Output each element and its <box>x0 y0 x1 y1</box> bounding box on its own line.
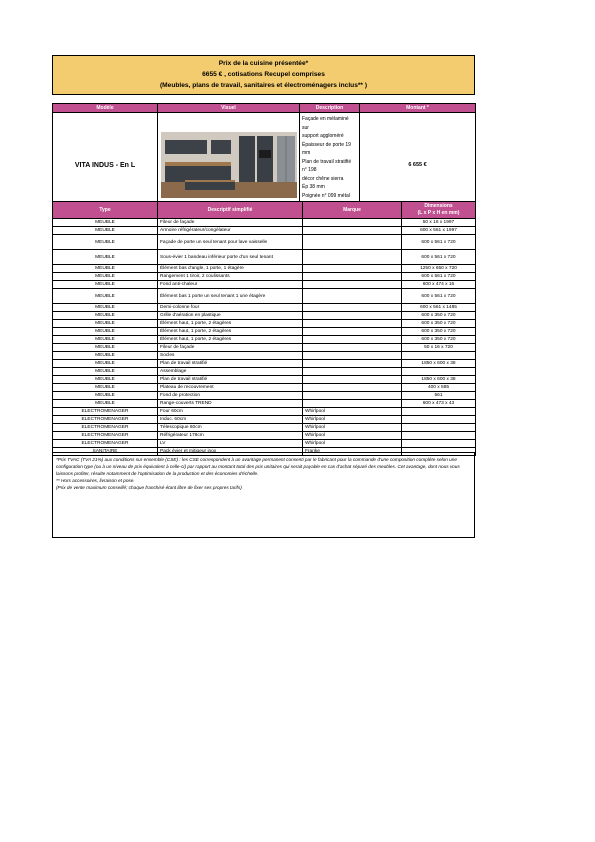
cell-type: MEUBLE <box>53 312 158 320</box>
cell-dimensions: 600 x 350 x 720 <box>402 336 476 344</box>
items-table <box>52 201 476 456</box>
cell-description: Armoire réfrigérateur/congélateur <box>158 227 303 235</box>
cell-brand <box>303 368 402 376</box>
cell-brand: Whirlpool <box>303 408 402 416</box>
cell-type: MEUBLE <box>53 289 158 304</box>
cell-dimensions <box>402 432 476 440</box>
table-row <box>53 440 476 448</box>
model-name: VITA INDUS - En L <box>53 113 158 218</box>
description-line: Poignée n° 099 métal <box>302 192 350 199</box>
cell-type: MEUBLE <box>53 235 158 250</box>
cell-type: SANITAIRE <box>53 448 158 456</box>
dimensions-unit: (L x P x H en mm) <box>417 210 460 216</box>
footnote-max-price: (Prix de vente maximum conseillé; chaque franchisé étant libre de fixer ses propres tarifs) <box>56 485 242 490</box>
cell-description: Demi-colonne four <box>158 304 303 312</box>
cell-brand: Whirlpool <box>303 424 402 432</box>
cell-brand <box>303 360 402 368</box>
cell-description: Fileur de façade <box>158 219 303 227</box>
cell-dimensions: 600 x 561 x 720 <box>402 235 476 250</box>
footnotes <box>52 452 475 538</box>
cell-type: MEUBLE <box>53 328 158 336</box>
cell-dimensions <box>402 408 476 416</box>
table-row <box>53 328 476 336</box>
cell-description: LV <box>158 440 303 448</box>
kitchen-photo <box>161 132 297 198</box>
table-row <box>53 400 476 408</box>
cell-type: MEUBLE <box>53 336 158 344</box>
description-line: support aggloméré <box>302 133 344 139</box>
cell-description: Plan de travail stratifié <box>158 360 303 368</box>
col-header-visual: Visuel <box>158 104 300 113</box>
col-header-description: Description <box>300 104 360 113</box>
table-row <box>53 304 476 312</box>
cell-type: ELECTROMENAGER <box>53 440 158 448</box>
footnote-pricing: *Prix TVAC (TVA 21%) aux conditions sur ensemble (CSE) : les CSE correspondent à un avantage permanent consenti par le fabricant pour la commande d'une composition complète selon une configuration type (ou à un niveau de prix équivalent à celle-ci) par rapport au montant total des prix unitaires qui serait payable en cas d'achat séparé des meubles. Cet avantage, dont nous vous laissons profiter, résulte notamment de l'optimisation de la production et des économies d'échelle. <box>56 457 460 476</box>
cell-brand: Franke <box>303 448 402 456</box>
cell-brand <box>303 273 402 281</box>
table-row <box>53 235 476 250</box>
cell-brand <box>303 344 402 352</box>
cell-brand <box>303 304 402 312</box>
header-price: 6655 € , cotisations Recupel comprises <box>202 71 325 78</box>
cell-brand <box>303 312 402 320</box>
table-row <box>53 344 476 352</box>
cell-description: Fond anti-chaleur <box>158 281 303 289</box>
cell-dimensions: 1850 x 600 x 38 <box>402 360 476 368</box>
cell-type: MEUBLE <box>53 352 158 360</box>
cell-description: Socles <box>158 352 303 360</box>
cell-type: MEUBLE <box>53 344 158 352</box>
cell-description: Four 60cm <box>158 408 303 416</box>
table-row <box>53 368 476 376</box>
table-row <box>53 408 476 416</box>
cell-dimensions: 600 x 561 x 720 <box>402 273 476 281</box>
cell-brand: Whirlpool <box>303 432 402 440</box>
table-row <box>53 265 476 273</box>
cell-description: Rangement 1 tiroir, 2 coulissants <box>158 273 303 281</box>
cell-type: ELECTROMENAGER <box>53 432 158 440</box>
cell-type: MEUBLE <box>53 376 158 384</box>
table-row <box>53 336 476 344</box>
cell-description: Élément bas 1 porte un seul tenant 1 une étagère <box>158 289 303 304</box>
cell-type: ELECTROMENAGER <box>53 408 158 416</box>
footnote-exclusions: ** Hors accessoires, livraison et pose. <box>56 478 135 483</box>
cell-brand <box>303 320 402 328</box>
cell-type: MEUBLE <box>53 384 158 392</box>
cell-description: Sous-évier 1 bandeau inférieur porte d'un seul tenant <box>158 250 303 265</box>
cell-description: Plateau de recouvrement <box>158 384 303 392</box>
cell-description: Élément haut, 1 porte, 2 étagères <box>158 328 303 336</box>
cell-brand <box>303 400 402 408</box>
col-header-desc: Descriptif simplifié <box>158 202 303 219</box>
cell-description: Plan de travail stratifié <box>158 376 303 384</box>
cell-dimensions <box>402 352 476 360</box>
dimensions-label: Dimensions <box>424 203 453 209</box>
table-row <box>53 250 476 265</box>
cell-brand <box>303 376 402 384</box>
cell-description: Élément haut, 1 porte, 2 étagères <box>158 320 303 328</box>
cell-description: Façade de porte un seul tenant pour lave vaisselle <box>158 235 303 250</box>
table-row <box>53 227 476 235</box>
description-line: Façade en mélaminé sur <box>302 116 349 131</box>
cell-type: MEUBLE <box>53 360 158 368</box>
cell-brand: Whirlpool <box>303 440 402 448</box>
cell-type: MEUBLE <box>53 368 158 376</box>
cell-type: MEUBLE <box>53 250 158 265</box>
cell-description: Élément bas d'angle, 1 porte, 1 étagère <box>158 265 303 273</box>
cell-brand <box>303 265 402 273</box>
cell-dimensions <box>402 424 476 432</box>
cell-brand <box>303 250 402 265</box>
cell-dimensions <box>402 440 476 448</box>
cell-dimensions: 600 x 473 x 43 <box>402 400 476 408</box>
cell-brand <box>303 392 402 400</box>
description-line: Plan de travail stratifié n° 198 <box>302 158 352 173</box>
cell-brand <box>303 219 402 227</box>
cell-description: Pack évier et mitigeur inox <box>158 448 303 456</box>
table-row <box>53 273 476 281</box>
cell-brand <box>303 281 402 289</box>
description-line: Épaisseur de porte 19 mm <box>302 141 351 156</box>
cell-dimensions: 1850 x 600 x 38 <box>402 376 476 384</box>
cell-dimensions: 600 x 474 x 16 <box>402 281 476 289</box>
cell-brand <box>303 227 402 235</box>
cell-type: MEUBLE <box>53 304 158 312</box>
items-body <box>53 219 476 456</box>
cell-description: Élément haut, 1 porte, 2 étagères <box>158 336 303 344</box>
cell-dimensions: 600 x 561 x 720 <box>402 289 476 304</box>
table-row <box>53 320 476 328</box>
model-price: 6 655 € <box>360 113 476 218</box>
cell-description: Grille d'aération en plastique <box>158 312 303 320</box>
cell-type: MEUBLE <box>53 400 158 408</box>
cell-type: MEUBLE <box>53 265 158 273</box>
cell-dimensions: 600 x 561 x 1997 <box>402 227 476 235</box>
col-header-amount: Montant * <box>360 104 476 113</box>
cell-dimensions: 1250 x 650 x 720 <box>402 265 476 273</box>
table-row <box>53 424 476 432</box>
price-header <box>52 55 475 95</box>
table-row <box>53 360 476 368</box>
cell-description: Fileur de façade <box>158 344 303 352</box>
cell-dimensions: 50 x 16 x 720 <box>402 344 476 352</box>
cell-brand <box>303 328 402 336</box>
table-row <box>53 432 476 440</box>
cell-description: Télescopique 60cm <box>158 424 303 432</box>
header-title: Prix de la cuisine présentée* <box>218 60 309 67</box>
cell-type: MEUBLE <box>53 227 158 235</box>
table-row <box>53 392 476 400</box>
cell-dimensions: 600 x 561 x 720 <box>402 250 476 265</box>
cell-dimensions: 561 <box>402 392 476 400</box>
table-row <box>53 289 476 304</box>
cell-description: Range-couverts TREND <box>158 400 303 408</box>
col-header-model: Modèle <box>53 104 158 113</box>
cell-type: ELECTROMENAGER <box>53 424 158 432</box>
cell-brand <box>303 352 402 360</box>
cell-type: MEUBLE <box>53 273 158 281</box>
cell-brand <box>303 336 402 344</box>
table-row <box>53 376 476 384</box>
col-header-dimensions <box>402 202 476 219</box>
cell-dimensions <box>402 416 476 424</box>
cell-brand <box>303 235 402 250</box>
cell-dimensions <box>402 368 476 376</box>
cell-description: Fond de protection <box>158 392 303 400</box>
cell-dimensions: 600 x 350 x 720 <box>402 328 476 336</box>
col-header-type: Type <box>53 202 158 219</box>
cell-type: MEUBLE <box>53 392 158 400</box>
cell-description: Réfrigérateur 178cm <box>158 432 303 440</box>
description-line: Ép 38 mm <box>302 184 325 190</box>
header-inclusions: (Meubles, plans de travail, sanitaires et électroménagers inclus** ) <box>159 82 368 89</box>
table-row <box>53 352 476 360</box>
description-line: décor chêne sierra <box>302 175 344 182</box>
table-row <box>53 281 476 289</box>
cell-type: MEUBLE <box>53 320 158 328</box>
cell-dimensions: 600 x 561 x 1485 <box>402 304 476 312</box>
cell-dimensions: 400 x 585 <box>402 384 476 392</box>
cell-description: Assemblage <box>158 368 303 376</box>
col-header-brand: Marque <box>303 202 402 219</box>
cell-brand <box>303 384 402 392</box>
cell-dimensions: 50 x 16 x 1997 <box>402 219 476 227</box>
cell-type: ELECTROMENAGER <box>53 416 158 424</box>
table-row <box>53 416 476 424</box>
table-row <box>53 219 476 227</box>
cell-dimensions: 600 x 350 x 720 <box>402 312 476 320</box>
cell-brand: Whirlpool <box>303 416 402 424</box>
cell-type: MEUBLE <box>53 219 158 227</box>
cell-dimensions: 600 x 350 x 720 <box>402 320 476 328</box>
cell-type: MEUBLE <box>53 281 158 289</box>
table-row <box>53 312 476 320</box>
cell-description: Induc. 60cm <box>158 416 303 424</box>
table-row <box>53 384 476 392</box>
cell-brand <box>303 289 402 304</box>
